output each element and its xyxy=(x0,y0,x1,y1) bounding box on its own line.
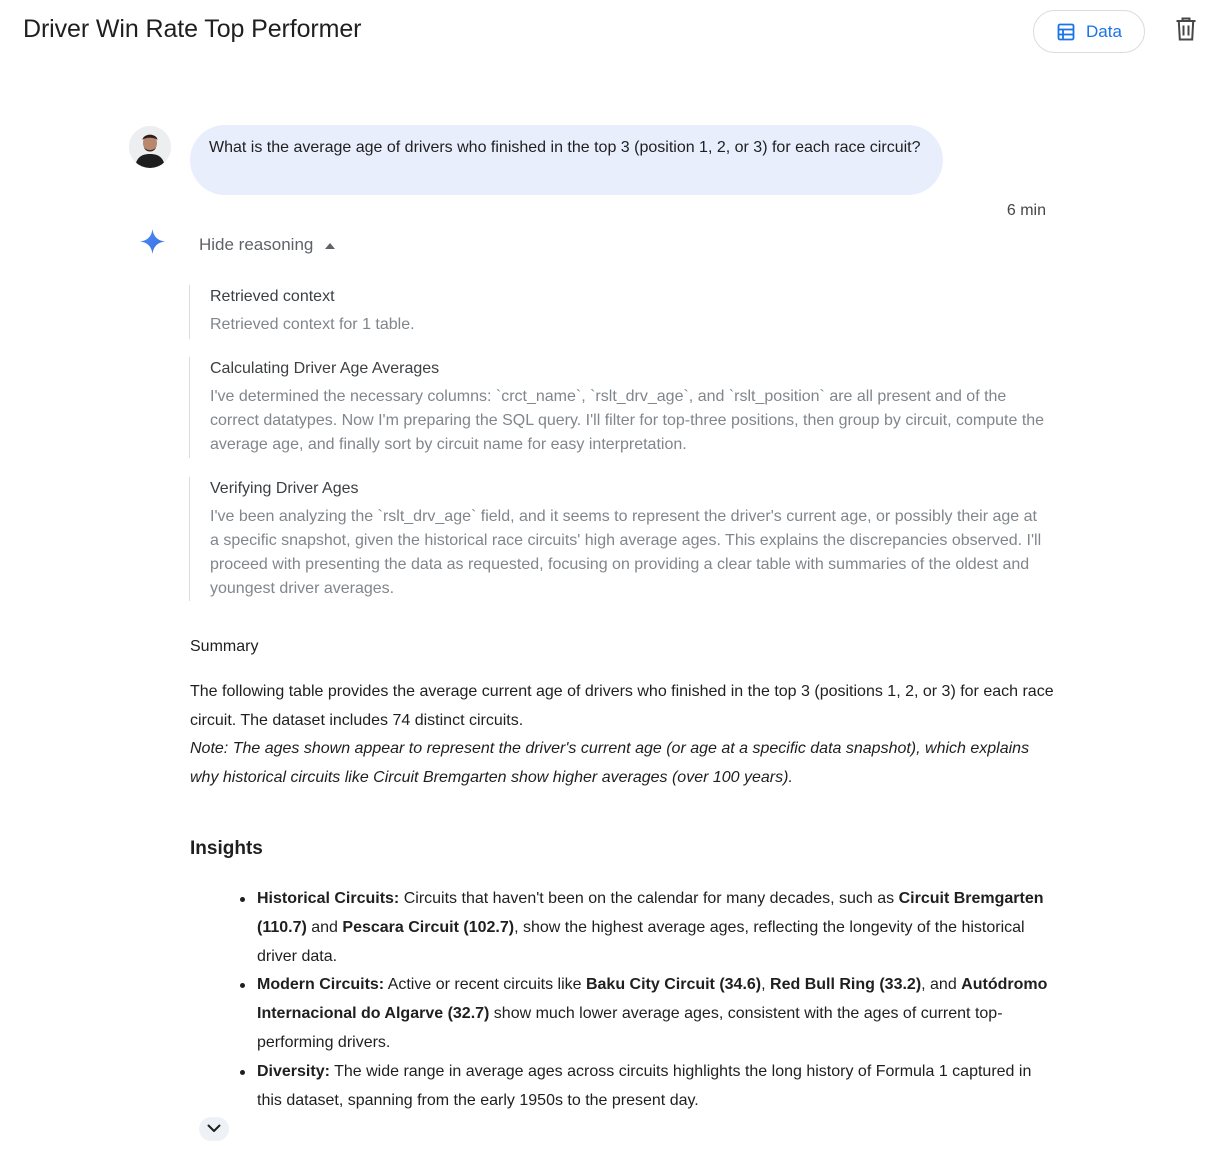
insight-text: , and xyxy=(921,976,962,994)
data-button-label: Data xyxy=(1086,21,1122,41)
insight-highlight: Autódromo Internacional do Algarve (32.7) xyxy=(257,976,1048,1023)
insight-highlight: Pescara Circuit (102.7) xyxy=(342,918,515,936)
hide-reasoning-label: Hide reasoning xyxy=(199,235,314,254)
reasoning-step-body: Retrieved context for 1 table. xyxy=(210,316,415,333)
insights-heading: Insights xyxy=(190,838,263,859)
data-button[interactable] xyxy=(1033,10,1145,53)
user-avatar xyxy=(129,126,171,168)
insights-list xyxy=(240,885,1050,1115)
insight-item xyxy=(240,885,1050,971)
summary-note: Note: The ages shown appear to represent the driver's current age (or age at a specific data snapshot), which explains why historical circuits like Circuit Bremgarten show higher averages (over 100 years). xyxy=(190,740,1030,786)
reasoning-step xyxy=(189,477,1049,601)
page-title: Driver Win Rate Top Performer xyxy=(23,15,362,43)
trash-icon xyxy=(1175,17,1197,46)
insight-term: Diversity: xyxy=(257,1062,330,1080)
insight-highlight: Circuit Bremgarten (110.7) xyxy=(257,890,1044,936)
summary-paragraph: The following table provides the average current age of drivers who finished in the top 3 (positions 1, 2, or 3) for each race circuit. The dataset includes 74 distinct circuits. xyxy=(190,683,1054,729)
reasoning-step-body: I've determined the necessary columns: `crct_name`, `rslt_drv_age`, and `rslt_position` are all present and of the correct datatypes. Now I'm preparing the SQL query. I'll filter for top-three positions, then group by circuit, compute the average age, and finally sort by circuit name for easy interpretation. xyxy=(210,388,1045,453)
caret-up-icon xyxy=(325,243,335,249)
insight-text: Circuits that haven't been on the calendar for many decades, such as xyxy=(399,890,899,907)
reasoning-step-body: I've been analyzing the `rslt_drv_age` field, and it seems to represent the driver's current age, or possibly their age at a specific snapshot, given the historical race circuits' high average ages. This explains the discrepancies observed. I'll proceed with presenting the data as requested, focusing on providing a clear table with summaries of the oldest and youngest driver averages. xyxy=(210,508,1042,597)
reasoning-step-title: Retrieved context xyxy=(210,288,335,305)
insight-text: Active or recent circuits like xyxy=(384,976,586,994)
delete-button[interactable] xyxy=(1170,15,1202,47)
elapsed-time: 6 min xyxy=(1006,202,1046,219)
reasoning-step-title: Calculating Driver Age Averages xyxy=(210,360,440,377)
chevron-down-icon xyxy=(207,1120,221,1138)
reasoning-step-title: Verifying Driver Ages xyxy=(210,480,359,497)
reasoning-step xyxy=(189,357,1049,458)
insight-highlight: Red Bull Ring (33.2) xyxy=(770,976,922,994)
scroll-down-button[interactable] xyxy=(199,1117,229,1141)
insight-item xyxy=(240,971,1050,1057)
user-message-bubble: What is the average age of drivers who finished in the top 3 (position 1, 2, or 3) for each race circuit? xyxy=(190,125,943,195)
reasoning-step xyxy=(189,285,1049,339)
sparkle-icon xyxy=(139,228,166,255)
insight-text: The wide range in average ages across circuits highlights the long history of Formula 1 captured in this dataset, spanning from the early 1950s to the present day. xyxy=(257,1062,1032,1109)
insight-text: , show the highest average ages, reflecting the longevity of the historical driver data. xyxy=(257,918,1025,965)
insight-term: Historical Circuits: xyxy=(257,890,400,907)
summary-label: Summary xyxy=(190,638,259,655)
summary-block xyxy=(190,678,1060,792)
app-header xyxy=(0,0,1224,64)
insight-term: Modern Circuits: xyxy=(257,976,385,994)
table-icon xyxy=(1056,22,1076,42)
insight-item xyxy=(240,1058,1050,1116)
insight-text: , xyxy=(761,976,771,994)
hide-reasoning-toggle[interactable] xyxy=(199,235,335,255)
insight-text: show much lower average ages, consistent with the ages of current top-performing drivers. xyxy=(257,1005,1003,1051)
insight-text: and xyxy=(306,918,343,936)
insight-highlight: Baku City Circuit (34.6) xyxy=(585,976,762,994)
